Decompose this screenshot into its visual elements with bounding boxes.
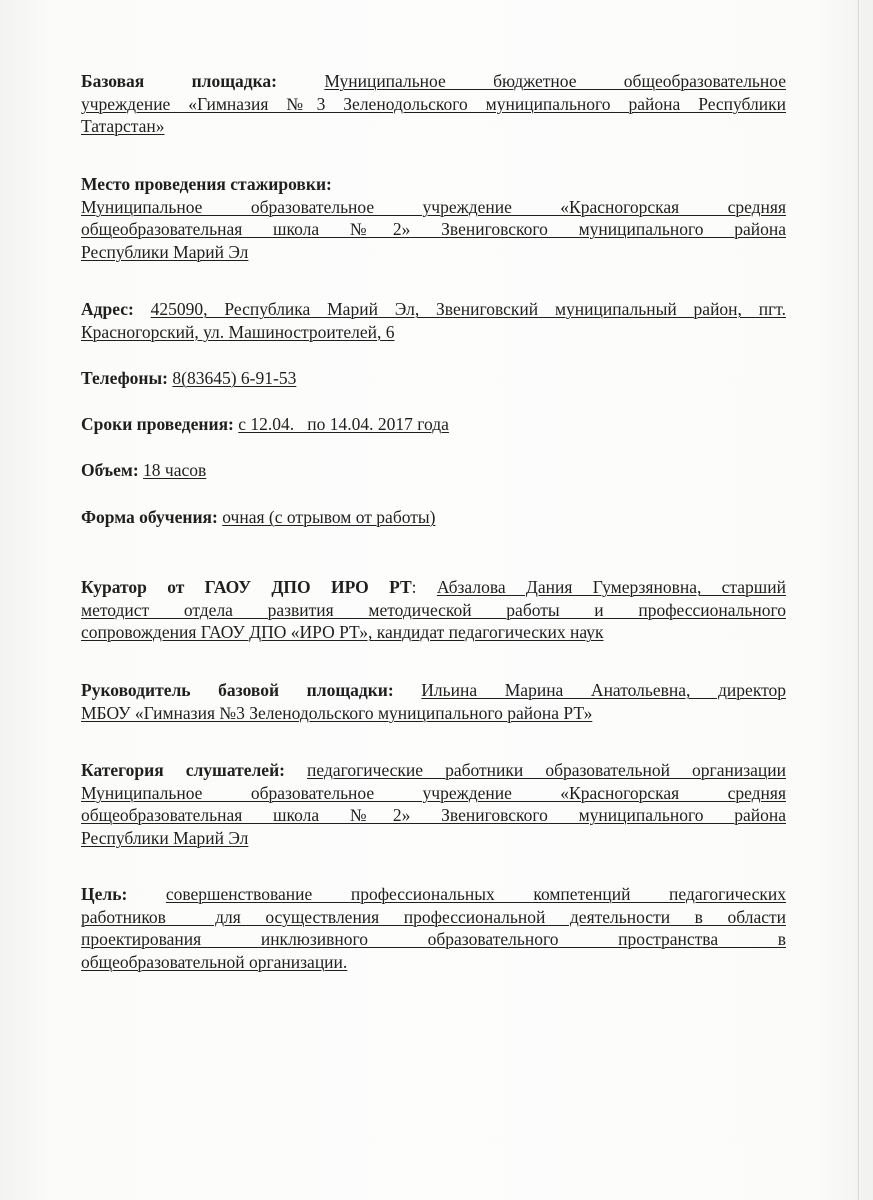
audience-section (81, 759, 786, 849)
goal-line-4: общеобразовательной организации. (81, 951, 348, 972)
audience-line-4: Республики Марий Эл (81, 827, 249, 848)
volume-value: 18 часов (143, 460, 207, 480)
phones-value: 8(83645) 6-91-53 (172, 368, 297, 388)
curator-line-3: сопровождения ГАОУ ДПО «ИРО РТ», кандидат педагогических наук (81, 622, 604, 642)
goal-value-1: совершенствование профессиональных компетенций педагогических (165, 884, 787, 904)
base-site-line-1 (81, 70, 786, 93)
address-section (81, 298, 786, 343)
phones-section (81, 367, 786, 390)
audience-label: Категория слушателей: (81, 760, 285, 780)
base-site-line-3: Татарстан» (81, 116, 165, 136)
audience-line-1 (81, 759, 786, 782)
scan-edge-line (858, 0, 859, 1200)
base-site-section (81, 70, 786, 138)
internship-place-line-3: Республики Марий Эл (81, 241, 249, 262)
address-value-1: 425090, Республика Марий Эл, Звениговский муниципальный район, пгт. (150, 299, 787, 319)
goal-line-2: работников для осуществления профессиональной деятельности в области (81, 906, 786, 927)
curator-line-1 (81, 576, 786, 599)
site-head-value-1: Ильина Марина Анатольевна, директор (421, 680, 787, 700)
dates-label: Сроки проведения: (81, 414, 234, 434)
phones-label: Телефоны: (81, 368, 169, 388)
volume-section (81, 459, 786, 482)
internship-place-label: Место проведения стажировки: (81, 174, 332, 194)
site-head-label: Руководитель базовой площадки: (81, 680, 394, 700)
goal-line-3: проектирования инклюзивного образовательного пространства в (81, 929, 786, 949)
dates-value: с 12.04. по 14.04. 2017 года (238, 414, 449, 434)
curator-section (81, 576, 786, 644)
address-line-2: Красногорский, ул. Машиностроителей, 6 (81, 321, 395, 342)
study-form-label: Форма обучения: (81, 507, 218, 527)
internship-place-line-1: Муниципальное образовательное учреждение «Красногорская средняя (81, 196, 786, 217)
curator-colon: : (411, 577, 417, 597)
internship-place-section (81, 173, 786, 263)
dates-section (81, 413, 786, 436)
address-line-1 (81, 298, 786, 321)
base-site-line-2: учреждение «Гимназия №3 Зеленодольского муниципального района Республики (81, 93, 786, 114)
audience-line-2: Муниципальное образовательное учреждение «Красногорская средняя (81, 782, 786, 803)
base-site-value-1: Муниципальное бюджетное общеобразовательное (324, 71, 787, 91)
audience-line-3: общеобразовательная школа №2» Звениговского муниципального района (81, 805, 786, 825)
goal-label: Цель: (81, 884, 128, 904)
site-head-line-2: МБОУ «Гимназия №3 Зеленодольского муниципального района РТ» (81, 702, 593, 723)
internship-place-line-2: общеобразовательная школа №2» Звениговского муниципального района (81, 219, 786, 239)
curator-line-2: методист отдела развития методической работы и профессионального (81, 599, 786, 620)
study-form-value: очная (с отрывом от работы) (222, 507, 436, 527)
site-head-section (81, 679, 786, 724)
site-head-line-1 (81, 679, 786, 702)
base-site-label: Базовая площадка: (81, 71, 277, 91)
audience-value-1: педагогические работники образовательной организации (307, 760, 787, 780)
address-label: Адрес: (81, 299, 134, 319)
curator-label: Куратор от ГАОУ ДПО ИРО РТ (81, 577, 412, 597)
curator-value-1: Абзалова Дания Гумерзяновна, старший (436, 577, 786, 597)
goal-section (81, 883, 786, 973)
goal-line-1 (81, 883, 786, 906)
volume-label: Объем: (81, 460, 139, 480)
study-form-section (81, 506, 786, 529)
